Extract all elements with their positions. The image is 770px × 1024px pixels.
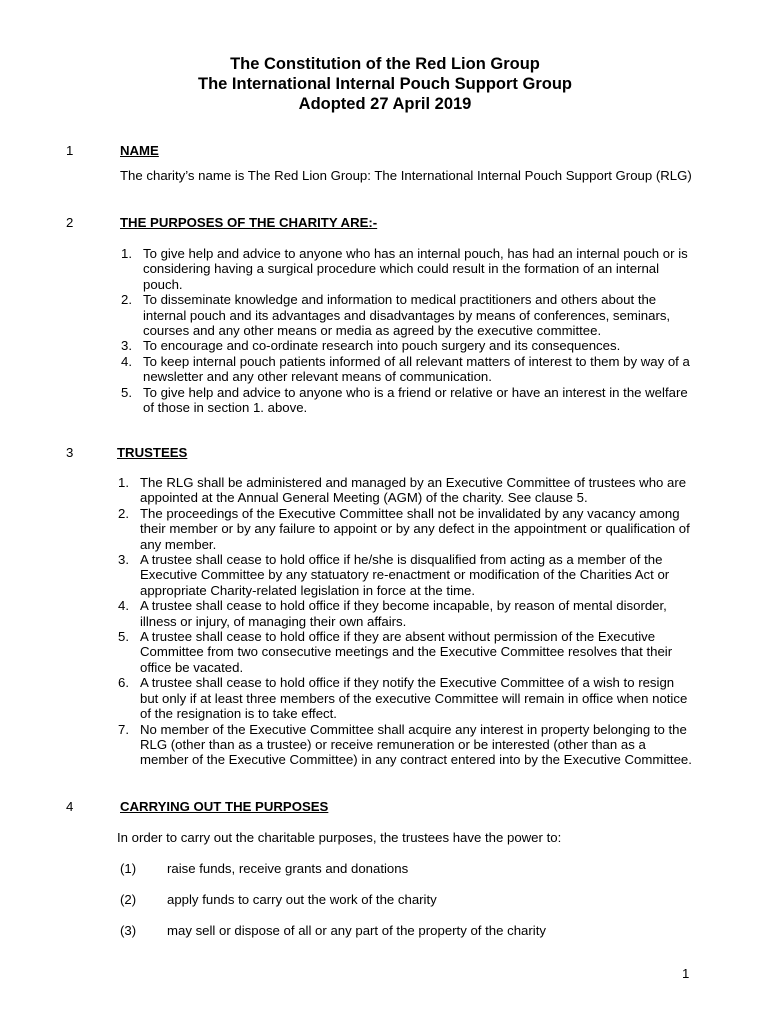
- section-number: 1: [66, 143, 74, 158]
- list-item-text: To keep internal pouch patients informed of all relevant matters of interest to them by way of a newsletter and any other relevant means of communication.: [143, 353, 690, 385]
- power-text: raise funds, receive grants and donations: [167, 861, 409, 876]
- list-item-text: The proceedings of the Executive Committee shall not be invalidated by any vacancy among their member or by any failure to appoint or by any defect in the appointment or qualification of any member.: [140, 505, 690, 552]
- list-item-text: A trustee shall cease to hold office if they are absent without permission of the Executive Committee from two consecutive meetings and the Executive Committee resolves that their office be vacated.: [140, 629, 673, 675]
- section-paragraph: The charity’s name is The Red Lion Group: The International Internal Pouch Support Group (RLG): [120, 168, 692, 183]
- list-item: [116, 506, 696, 552]
- list-item: [119, 338, 693, 353]
- list-item: [116, 722, 696, 768]
- list-item-text: The RLG shall be administered and managed by an Executive Committee of trustees who are appointed at the Annual General Meeting (AGM) of the charity. See clause 5.: [140, 475, 687, 506]
- adoption-date: Adopted 27 April 2019: [298, 95, 472, 113]
- section-intro: In order to carry out the charitable purposes, the trustees have the power to:: [117, 830, 562, 845]
- list-item: [119, 385, 693, 416]
- list-item-text: No member of the Executive Committee shall acquire any interest in property belonging to the RLG (other than as a trustee) or receive remuneration or be interested (other than as a member of the Executive Committee) in any contract entered into by the Executive Committee.: [140, 721, 692, 768]
- power-text: may sell or dispose of all or any part of the property of the charity: [167, 923, 546, 938]
- list-item-text: To disseminate knowledge and information to medical practitioners and others about the internal pouch and its advantages and disadvantages by means of conferences, seminars, courses and any other means or media as agreed by the executive committee.: [143, 292, 671, 339]
- purposes-list: [119, 246, 693, 415]
- list-item-number: 1.: [118, 475, 129, 490]
- list-item-text: To encourage and co-ordinate research into pouch surgery and its consequences.: [143, 338, 621, 354]
- page-number: 1: [682, 966, 690, 981]
- trustees-list: [116, 475, 696, 768]
- power-number: (3): [120, 923, 137, 938]
- section-heading: NAME: [120, 143, 159, 158]
- section-heading: THE PURPOSES OF THE CHARITY ARE:-: [120, 215, 378, 230]
- list-item-number: 7.: [118, 721, 129, 737]
- document-title: The Constitution of the Red Lion Group: [230, 55, 540, 73]
- list-item-number: 4.: [121, 353, 132, 369]
- list-item-number: 4.: [118, 598, 129, 614]
- list-item: [116, 629, 696, 675]
- power-number: (2): [120, 892, 137, 907]
- list-item: [116, 675, 696, 721]
- list-item: [116, 598, 696, 629]
- section-heading: TRUSTEES: [117, 445, 188, 460]
- power-text: apply funds to carry out the work of the charity: [167, 892, 437, 907]
- section-number: 2: [66, 215, 74, 230]
- list-item-text: To give help and advice to anyone who is a friend or relative or have an interest in the welfare of those in section 1. above.: [143, 384, 688, 416]
- section-heading: CARRYING OUT THE PURPOSES: [120, 799, 329, 814]
- list-item: [119, 246, 693, 292]
- list-item-number: 5.: [121, 384, 132, 400]
- list-item-number: 1.: [121, 246, 132, 261]
- section-number: 3: [66, 445, 74, 460]
- power-number: (1): [120, 861, 137, 876]
- list-item-text: A trustee shall cease to hold office if he/she is disqualified from acting as a member of the Executive Committee by any statuatory re-enactment or modification of the Charities Act or appropriate Charity-related legislation in force at the time.: [140, 552, 670, 598]
- document-subtitle: The International Internal Pouch Support Group: [197, 75, 572, 93]
- list-item-text: To give help and advice to anyone who has an internal pouch, has had an internal pouch or is considering having a surgical procedure which could result in the formation of an internal pouch.: [143, 246, 688, 292]
- list-item-number: 3.: [121, 338, 132, 354]
- list-item-text: A trustee shall cease to hold office if they become incapable, by reason of mental disorder, illness or injury, of managing their own affairs.: [140, 598, 667, 629]
- list-item-text: A trustee shall cease to hold office if they notify the Executive Committee of a wish to resign but only if at least three members of the executive Committee will remain in office when notice of the resignation is to take effect.: [140, 675, 688, 722]
- list-item-number: 3.: [118, 552, 129, 568]
- list-item-number: 2.: [118, 505, 129, 521]
- list-item-number: 6.: [118, 675, 129, 691]
- list-item: [119, 292, 693, 338]
- list-item: [119, 354, 693, 385]
- list-item-number: 5.: [118, 629, 129, 645]
- section-number: 4: [66, 799, 74, 814]
- list-item: [116, 475, 696, 506]
- list-item-number: 2.: [121, 292, 132, 308]
- list-item: [116, 552, 696, 598]
